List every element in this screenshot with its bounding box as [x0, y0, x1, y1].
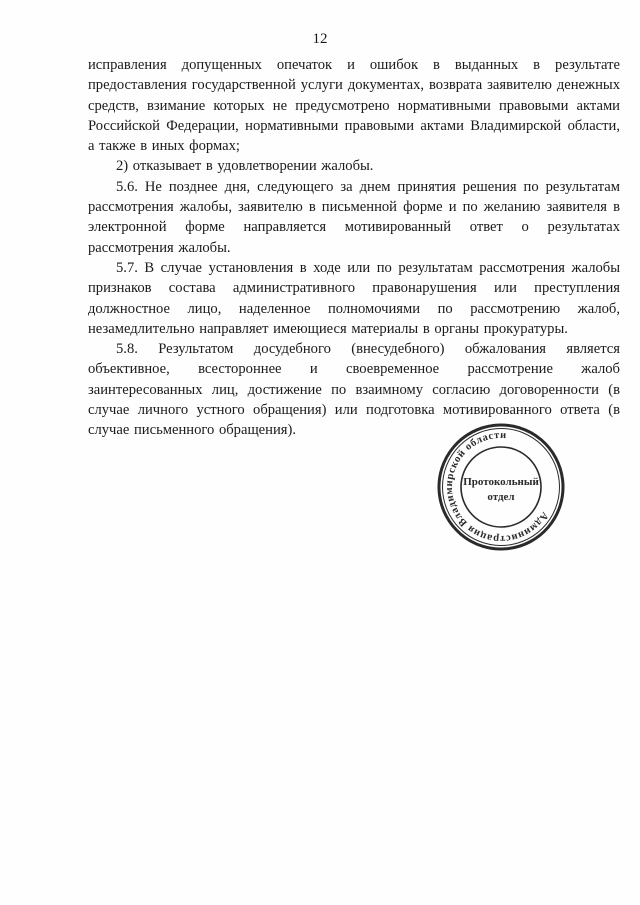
- official-stamp: [436, 422, 566, 552]
- stamp-ring-text: Администрация Владимирской области: [443, 429, 551, 545]
- stamp-center-line-1: Протокольный: [463, 476, 539, 488]
- document-body: [88, 55, 620, 441]
- paragraph-5-8: 5.8. Результатом досудебного (внесудебного) обжалования является объективное, всестороннее и своевременное рассмотрение жалоб заинтересованных лиц, достижение по взаимному согласию договоренности (в случае личного устного обращения) или подготовка мотивированного ответа (в случае письменного обращения).: [88, 341, 620, 439]
- paragraph-item-2: 2) отказывает в удовлетворении жалобы.: [116, 158, 374, 175]
- stamp-center-line-2: отдел: [487, 491, 515, 503]
- paragraph-5-6: 5.6. Не позднее дня, следующего за днем принятия решения по результатам рассмотрения жалобы, заявителю в письменной форме и по желанию заявителя в электронной форме направляется мотивированный ответ о результатах рассмотрения жалобы.: [88, 178, 620, 256]
- page-number: 12: [312, 31, 328, 47]
- paragraph-5-7: 5.7. В случае установления в ходе или по результатам рассмотрения жалобы признаков состава административного правонарушения или преступления должностное лицо, наделенное полномочиями по рассмотрению жалоб, незамедлительно направляет имеющиеся материалы в органы прокуратуры.: [88, 259, 620, 337]
- stamp-seal: [436, 422, 566, 552]
- paragraph-continuation: исправления допущенных опечаток и ошибок в выданных в результате предоставления государственной услуги документах, возврата заявителю денежных средств, взимание которых не предусмотрено нормативными правовыми актами Российской Федерации, нормативными правовыми актами Владимирской области, а также в иных формах;: [88, 57, 620, 155]
